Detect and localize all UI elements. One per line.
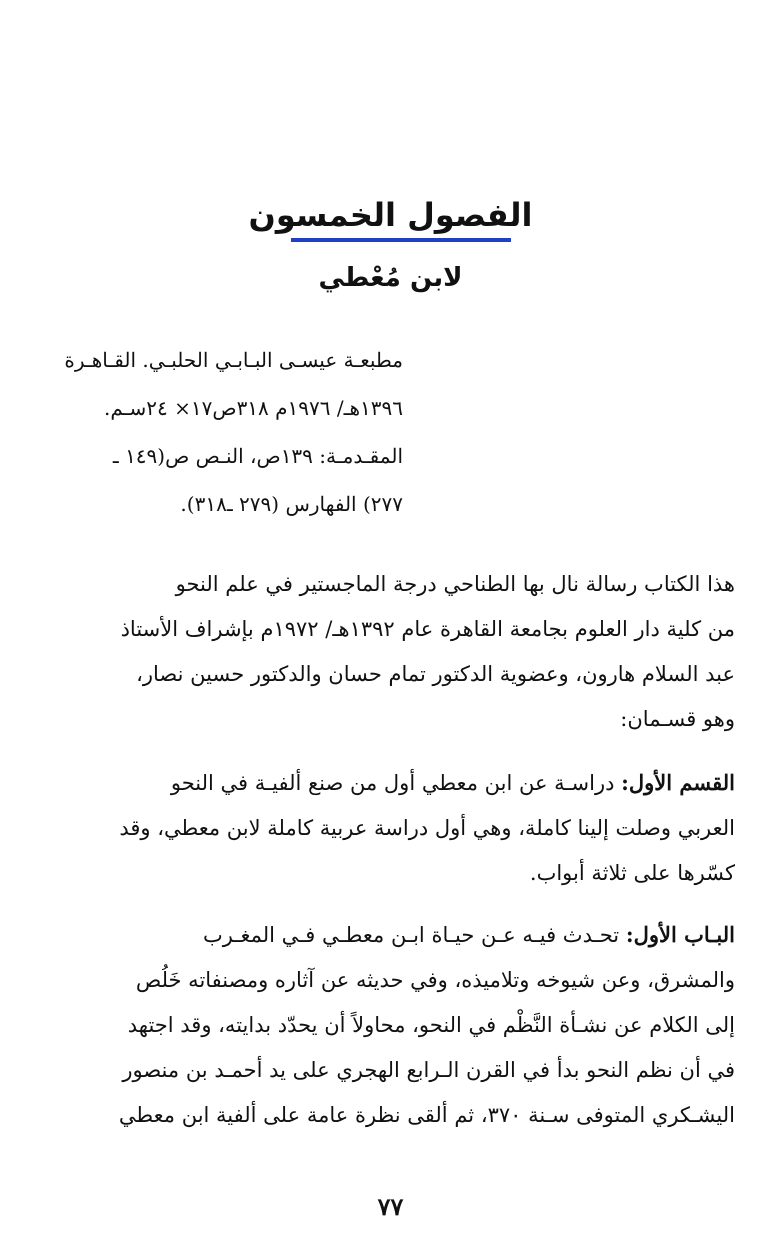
page-number: ٧٧ — [377, 1192, 404, 1221]
text-line: العربي وصلت إلينا كاملة، وهي أول دراسة عربية كاملة لابن معطي، وقد — [119, 816, 735, 840]
text-line — [35, 912, 735, 958]
section1-text: دراسـة عن ابن معطي أول من صنع ألفيـة في النحو — [170, 771, 622, 795]
biblio-line: المقـدمـة: ١٣٩ص، النـص ص(١٤٩ ـ — [112, 444, 403, 468]
text-line: والمشرق، وعن شيوخه وتلاميذه، وفي حديثه عن آثاره ومصنفاته خَلُص — [135, 968, 735, 992]
text-line — [35, 760, 735, 806]
text-line: وهو قسـمان: — [620, 707, 735, 731]
chapter1-text: تحـدث فيـه عـن حيـاة ابـن معطـي فـي المغـرب — [202, 923, 626, 947]
section1-paragraph — [35, 760, 735, 896]
chapter1-paragraph — [35, 912, 735, 1138]
book-title: الفصول الخمسون — [248, 196, 533, 234]
text-line: عبد السلام هارون، وعضوية الدكتور تمام حسان والدكتور حسين نصار، — [136, 662, 735, 686]
chapter1-lead: البـاب الأول: — [625, 922, 735, 947]
biblio-line: ٢٧٧) الفهارس (٢٧٩ ـ٣١٨). — [180, 492, 403, 516]
text-line: كسّرها على ثلاثة أبواب. — [529, 861, 735, 885]
text-line: من كلية دار العلوم بجامعة القاهرة عام ١٣٩٢هـ/ ١٩٧٢م بإشراف الأستاذ — [120, 617, 735, 641]
text-line: هذا الكتاب رسالة نال بها الطناحي درجة الماجستير في علم النحو — [175, 572, 735, 596]
biblio-line: ١٣٩٦هـ/ ١٩٧٦م ٣١٨ص١٧× ٢٤سـم. — [103, 396, 403, 420]
book-author: لابن مُعْطي — [318, 263, 463, 293]
bibliographic-info — [43, 336, 403, 528]
title-underline — [291, 238, 511, 242]
text-line: اليشـكري المتوفى سـنة ٣٧٠، ثم ألقى نظرة عامة على ألفية ابن معطي — [118, 1103, 735, 1127]
section1-lead: القسم الأول: — [621, 770, 735, 795]
intro-paragraph — [35, 562, 735, 742]
biblio-line: مطبعـة عيسـى البـابـي الحلبـي. القـاهـرة — [64, 348, 403, 372]
text-line: إلى الكلام عن نشـأة النَّظْم في النحو، محاولاً أن يحدّد بدايته، وقد اجتهد — [127, 1013, 735, 1037]
text-line: في أن نظم النحو بدأ في القرن الـرابع الهجري على يد أحمـد بن منصور — [122, 1058, 735, 1082]
